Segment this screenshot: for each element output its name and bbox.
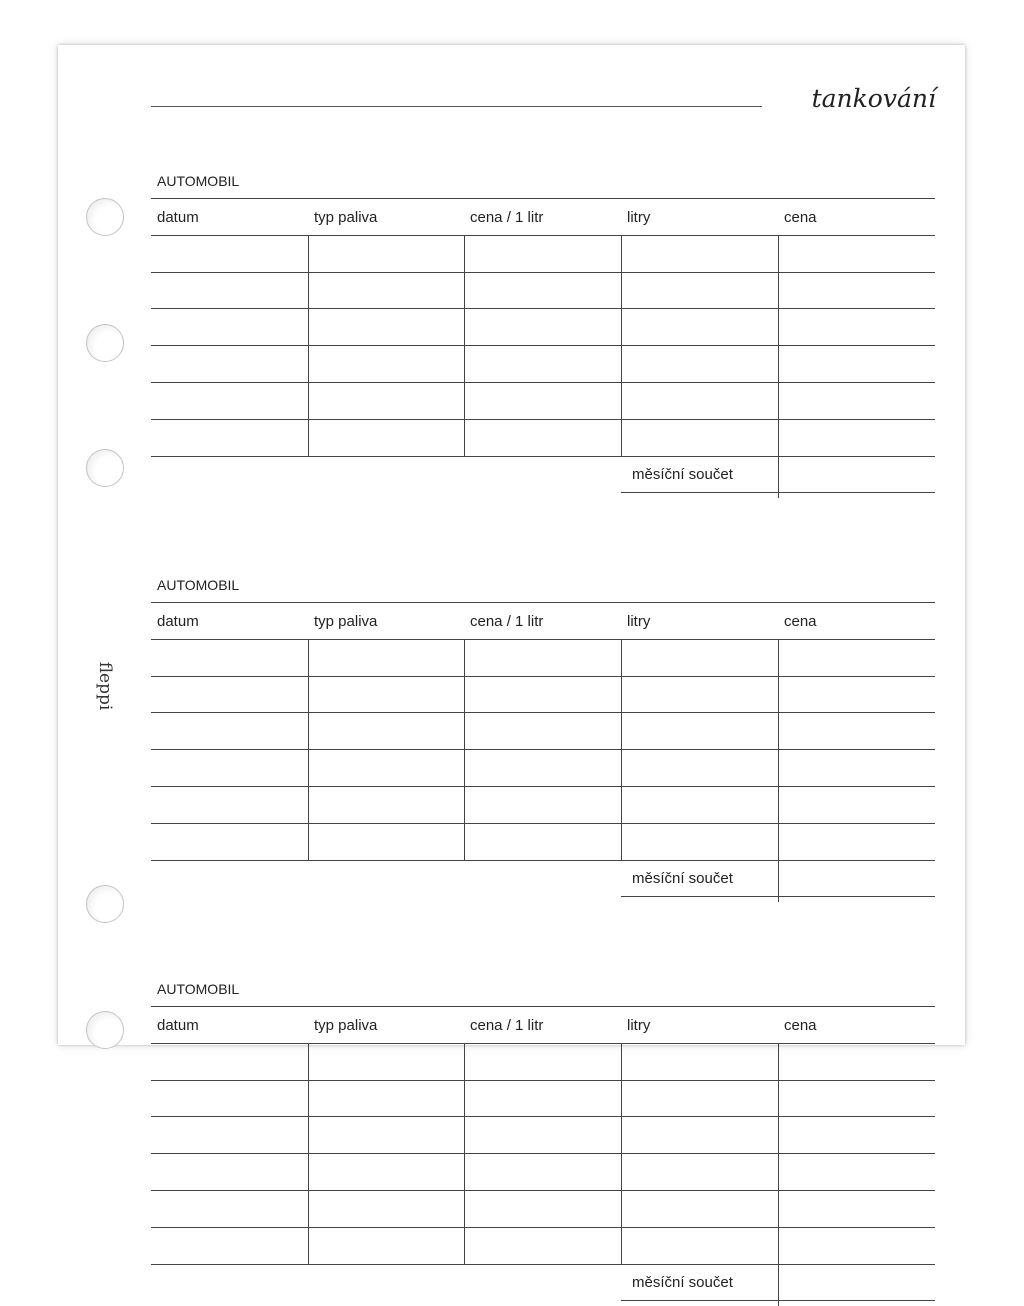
monthly-total-label: měsíční součet [632, 870, 733, 887]
punch-hole [86, 324, 124, 362]
table-row-rule [151, 308, 935, 309]
table-row-rule [151, 382, 935, 383]
punch-hole [86, 449, 124, 487]
column-divider [464, 1043, 465, 1264]
section-label: AUTOMOBIL [157, 577, 240, 593]
planner-page [58, 45, 965, 1045]
monthly-total-label: měsíční součet [632, 1274, 733, 1291]
summary-rule [621, 1300, 935, 1301]
column-header: typ paliva [314, 613, 378, 630]
table-row-rule [151, 1043, 935, 1044]
table-row-rule [151, 1227, 935, 1228]
column-header: litry [627, 1017, 651, 1034]
column-divider [621, 639, 622, 860]
column-divider [778, 235, 779, 498]
table-row-rule [151, 345, 935, 346]
table-top-rule [151, 1006, 935, 1007]
brand-logo: fleppi [95, 661, 115, 711]
punch-hole [86, 885, 124, 923]
page-title: tankování [811, 84, 936, 113]
table-row-rule [151, 272, 935, 273]
column-divider [621, 1043, 622, 1264]
table-row-rule [151, 235, 935, 236]
table-row-rule [151, 860, 935, 861]
table-row-rule [151, 786, 935, 787]
column-divider [464, 235, 465, 456]
punch-hole [86, 198, 124, 236]
monthly-total-label: měsíční součet [632, 466, 733, 483]
table-row-rule [151, 639, 935, 640]
table-row-rule [151, 1080, 935, 1081]
table-top-rule [151, 602, 935, 603]
column-header: cena / 1 litr [470, 613, 544, 630]
column-divider [778, 639, 779, 902]
punch-hole [86, 1011, 124, 1049]
column-header: litry [627, 209, 651, 226]
column-header: datum [157, 613, 199, 630]
column-header: cena / 1 litr [470, 209, 544, 226]
column-divider [778, 1043, 779, 1306]
table-top-rule [151, 198, 935, 199]
section-label: AUTOMOBIL [157, 173, 240, 189]
column-divider [621, 235, 622, 456]
column-header: cena [784, 613, 817, 630]
column-divider [308, 235, 309, 456]
column-header: cena [784, 1017, 817, 1034]
table-row-rule [151, 419, 935, 420]
column-divider [308, 639, 309, 860]
section-label: AUTOMOBIL [157, 981, 240, 997]
column-header: datum [157, 1017, 199, 1034]
column-header: typ paliva [314, 1017, 378, 1034]
summary-rule [621, 896, 935, 897]
column-header: cena / 1 litr [470, 1017, 544, 1034]
title-rule [151, 106, 762, 107]
table-row-rule [151, 1190, 935, 1191]
column-divider [464, 639, 465, 860]
table-row-rule [151, 456, 935, 457]
table-row-rule [151, 1116, 935, 1117]
column-header: typ paliva [314, 209, 378, 226]
column-header: litry [627, 613, 651, 630]
table-row-rule [151, 676, 935, 677]
column-divider [308, 1043, 309, 1264]
table-row-rule [151, 712, 935, 713]
table-row-rule [151, 1153, 935, 1154]
table-row-rule [151, 749, 935, 750]
column-header: datum [157, 209, 199, 226]
column-header: cena [784, 209, 817, 226]
summary-rule [621, 492, 935, 493]
table-row-rule [151, 1264, 935, 1265]
table-row-rule [151, 823, 935, 824]
